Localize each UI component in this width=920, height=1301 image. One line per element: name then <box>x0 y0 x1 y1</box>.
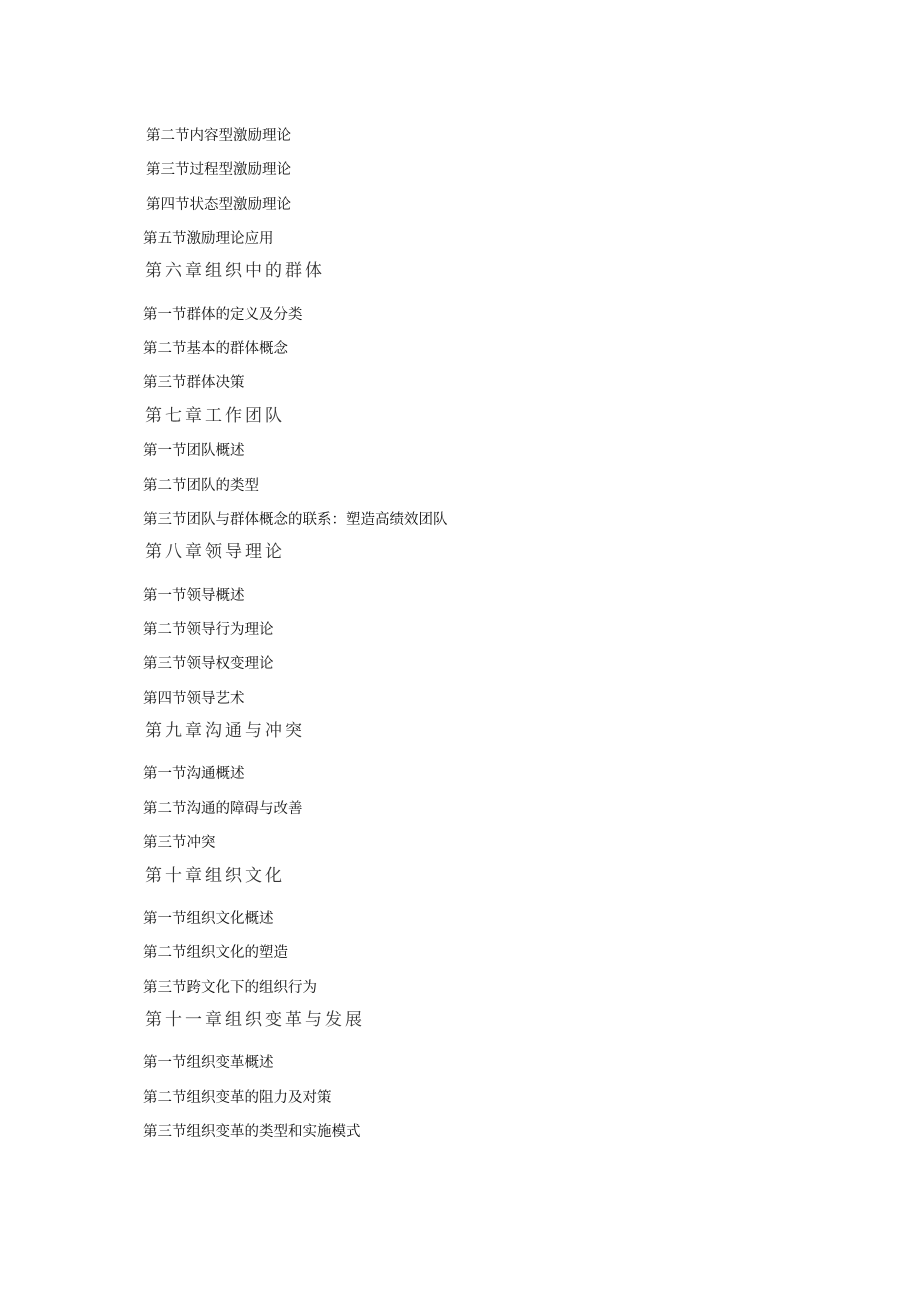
section-heading: 第四节状态型激励理论 <box>146 197 291 213</box>
chapter-heading: 第九章沟通与冲突 <box>145 721 305 741</box>
section-heading: 第二节团队的类型 <box>143 478 259 494</box>
section-heading: 第二节领导行为理论 <box>143 622 274 638</box>
section-heading: 第三节领导权变理论 <box>143 656 274 672</box>
chapter-heading: 第十章组织文化 <box>145 866 285 886</box>
chapter-heading: 第七章工作团队 <box>145 406 285 426</box>
section-heading: 第三节群体决策 <box>143 375 245 391</box>
section-heading: 第三节组织变革的类型和实施模式 <box>143 1124 361 1140</box>
section-heading: 第五节激励理论应用 <box>143 231 274 247</box>
section-heading: 第三节过程型激励理论 <box>146 162 291 178</box>
section-heading: 第二节内容型激励理论 <box>146 128 291 144</box>
section-heading: 第一节群体的定义及分类 <box>143 307 303 323</box>
chapter-heading: 第六章组织中的群体 <box>145 261 325 281</box>
section-heading: 第一节领导概述 <box>143 588 245 604</box>
section-heading: 第二节基本的群体概念 <box>143 341 288 357</box>
section-heading: 第一节团队概述 <box>143 443 245 459</box>
section-heading: 第二节沟通的障碍与改善 <box>143 801 303 817</box>
section-heading: 第四节领导艺术 <box>143 691 245 707</box>
section-heading: 第一节沟通概述 <box>143 766 245 782</box>
section-heading: 第三节团队与群体概念的联系：塑造高绩效团队 <box>143 512 448 528</box>
section-heading: 第三节跨文化下的组织行为 <box>143 980 317 996</box>
section-heading: 第二节组织变革的阻力及对策 <box>143 1090 332 1106</box>
section-heading: 第三节冲突 <box>143 835 216 851</box>
section-heading: 第一节组织变革概述 <box>143 1055 274 1071</box>
section-heading: 第一节组织文化概述 <box>143 911 274 927</box>
chapter-heading: 第十一章组织变革与发展 <box>145 1010 365 1030</box>
section-heading: 第二节组织文化的塑造 <box>143 945 288 961</box>
chapter-heading: 第八章领导理论 <box>145 542 285 562</box>
